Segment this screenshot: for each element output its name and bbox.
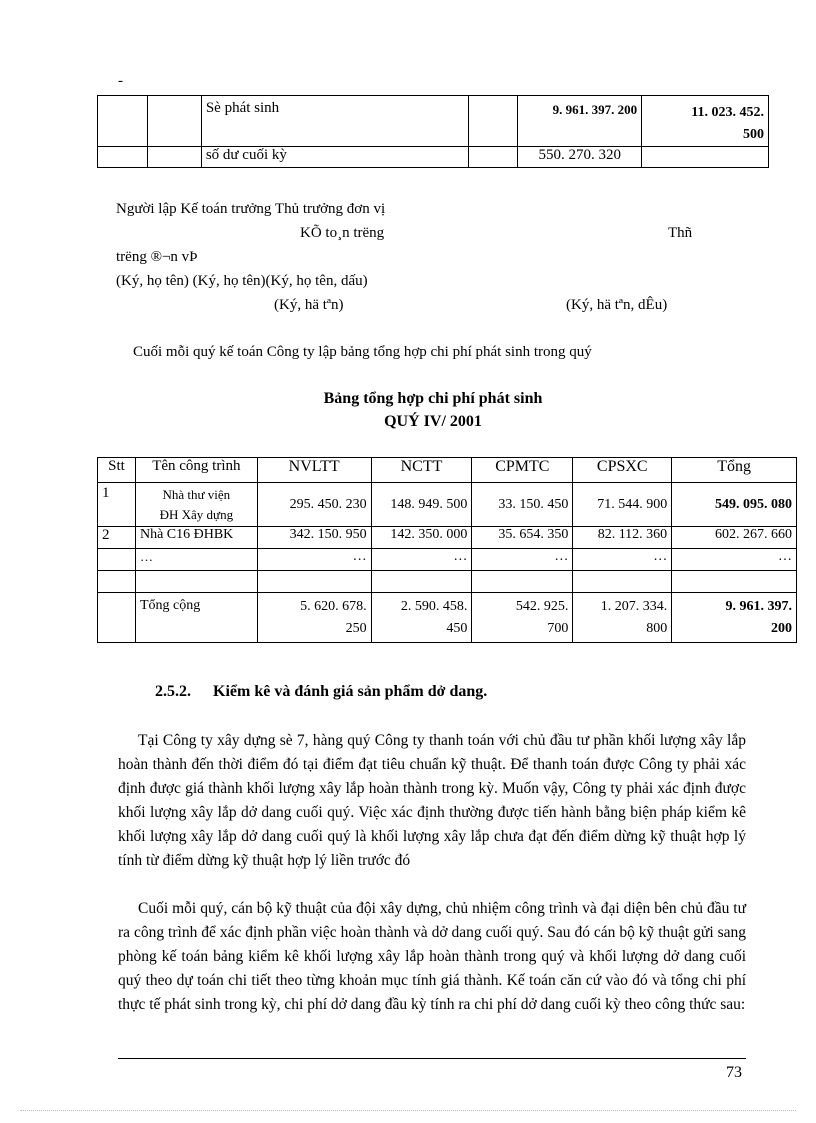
table-total-row bbox=[98, 593, 797, 643]
body-paragraph-2: Cuối mỗi quý, cán bộ kỹ thuật của đội xây dựng, chủ nhiệm công trình và đại diện bên chủ đầu tư ra công trình để xác định phần việc hoàn thành và dở dang cuối quý. Sau đó cán bộ kỹ thuật gửi sang phòng kế toán bảng kiểm kê khối lượng xây lắp hoàn thành trong quý và khối lượng dở dang cuối quý theo dự toán chi tiết theo từng khoản mục tính giá thành. Kế toán căn cứ vào đó và tổng chi phí thực tế phát sinh trong kỳ, chi phí dở dang đầu kỳ tính ra chi phí dở dang cuối kỳ theo công thức sau: bbox=[118, 900, 746, 1013]
cell-empty bbox=[573, 571, 672, 593]
cell-nctt bbox=[371, 593, 472, 643]
value-line: 1. 207. 334. bbox=[600, 599, 668, 614]
cost-summary-table bbox=[97, 457, 797, 643]
cell-total: 602. 267. 660 bbox=[672, 527, 797, 549]
header-cpmtc: CPMTC bbox=[472, 458, 573, 483]
cell-empty bbox=[672, 571, 797, 593]
intro-sentence: Cuối mỗi quý kế toán Công ty lập bảng tổng hợp chi phí phát sinh trong quý bbox=[133, 344, 592, 360]
table-cell-value bbox=[642, 96, 769, 147]
name-line: ĐH Xây dựng bbox=[159, 507, 234, 522]
table-cell bbox=[469, 96, 518, 147]
cell-project-name bbox=[135, 483, 257, 527]
cell-nvltt bbox=[257, 593, 371, 643]
signature-title-head: Thñ bbox=[668, 225, 693, 241]
value-line: 9. 961. 397. bbox=[725, 599, 792, 614]
table-subtitle: QUÝ IV/ 2001 bbox=[384, 413, 482, 430]
cell-cpsxc bbox=[573, 593, 672, 643]
cell-cpsxc: … bbox=[573, 549, 672, 571]
table-cell bbox=[642, 147, 769, 168]
table-row bbox=[98, 96, 769, 147]
cell-stt bbox=[98, 593, 136, 643]
value-line: 250 bbox=[345, 621, 367, 636]
cell-nvltt: 342. 150. 950 bbox=[257, 527, 371, 549]
table-title: Bảng tổng hợp chi phí phát sinh bbox=[323, 390, 543, 407]
section-number: 2.5.2. bbox=[155, 683, 191, 700]
table-header-row bbox=[98, 458, 797, 483]
cell-stt: 1 bbox=[98, 483, 136, 527]
cell-cpmtc bbox=[472, 593, 573, 643]
signature-line-1: Người lập Kế toán trưởng Thủ trưởng đơn vị bbox=[116, 201, 386, 217]
value-line: 2. 590. 458. bbox=[400, 599, 468, 614]
table-row bbox=[98, 549, 797, 571]
table-row bbox=[98, 147, 769, 168]
cell-stt: 2 bbox=[98, 527, 136, 549]
table-cell-value: 550. 270. 320 bbox=[518, 147, 642, 168]
signature-sign-line: (Ký, họ tên) (Ký, họ tên)(Ký, họ tên, dấu) bbox=[116, 273, 368, 289]
cell-empty bbox=[98, 571, 136, 593]
value-line: 542. 925. bbox=[515, 599, 569, 614]
value-line: 5. 620. 678. bbox=[300, 599, 367, 614]
signature-title-chief-accountant: KÕ to¸n trëng bbox=[300, 225, 385, 241]
header-project-name: Tên công trình bbox=[135, 458, 257, 483]
header-nctt: NCTT bbox=[371, 458, 472, 483]
table-row bbox=[98, 483, 797, 527]
cell-cpmtc: 35. 654. 350 bbox=[472, 527, 573, 549]
table-cell-label: Sè phát sinh bbox=[201, 96, 469, 147]
table-cell bbox=[469, 147, 518, 168]
cell-empty bbox=[472, 571, 573, 593]
cell-empty bbox=[371, 571, 472, 593]
signature-title-unit: trëng ®¬n vÞ bbox=[116, 249, 198, 265]
cell-cpmtc: … bbox=[472, 549, 573, 571]
cell-empty bbox=[135, 571, 257, 593]
body-paragraph-1: Tại Công ty xây dựng sè 7, hàng quý Công ty thanh toán với chủ đầu tư phần khối lượng xây lắp hoàn thành đến thời điểm đó tại điểm đạt tiêu chuẩn kỹ thuật. Để thanh toán được Công ty phải xác định được giá thành khối lượng xây lắp hoàn thành trong kỳ. Muốn vậy, Công ty phải xác định được khối lượng xây lắp dở dang cuối quý. Việc xác định thường được tiến hành bằng biện pháp kiểm kê khối lượng xây lắp dở dang cuối quý là khối lượng xây lắp chưa đạt đến điểm dừng kỹ thuật hợp lý tính từ điểm dừng kỹ thuật hợp lý liền trước đó bbox=[118, 732, 746, 869]
page-edge-dotted-line bbox=[20, 1110, 796, 1111]
header-stt: Stt bbox=[98, 458, 136, 483]
cell-stt bbox=[98, 549, 136, 571]
table-cell bbox=[98, 96, 148, 147]
cell-nvltt: 295. 450. 230 bbox=[257, 483, 371, 527]
signature-sign-name-seal: (Ký, hä tªn, dÊu) bbox=[566, 297, 668, 313]
signature-sign-name: (Ký, hä tªn) bbox=[274, 297, 344, 313]
cell-nctt: 148. 949. 500 bbox=[371, 483, 472, 527]
cell-total: … bbox=[672, 549, 797, 571]
value-line: 800 bbox=[646, 621, 668, 636]
cell-project-name: … bbox=[135, 549, 257, 571]
top-dash: - bbox=[118, 73, 123, 89]
cell-total bbox=[672, 593, 797, 643]
footer-divider bbox=[118, 1058, 746, 1059]
value-line: 700 bbox=[547, 621, 569, 636]
table-row bbox=[98, 527, 797, 549]
name-line: Nhà thư viện bbox=[162, 487, 231, 502]
header-total: Tổng bbox=[672, 458, 797, 483]
value-line: 450 bbox=[446, 621, 468, 636]
value-line: 500 bbox=[743, 127, 764, 142]
table-cell bbox=[147, 147, 201, 168]
header-cpsxc: CPSXC bbox=[573, 458, 672, 483]
cell-cpsxc: 71. 544. 900 bbox=[573, 483, 672, 527]
table-cell-value: 9. 961. 397. 200 bbox=[518, 96, 642, 147]
section-title: Kiểm kê và đánh giá sản phẩm dở dang. bbox=[213, 683, 488, 700]
value-line: 11. 023. 452. bbox=[691, 105, 764, 120]
value-line: 200 bbox=[771, 621, 792, 636]
cell-cpsxc: 82. 112. 360 bbox=[573, 527, 672, 549]
table-cell bbox=[98, 147, 148, 168]
table-cell bbox=[147, 96, 201, 147]
cell-nvltt: … bbox=[257, 549, 371, 571]
cell-total: 549. 095. 080 bbox=[672, 483, 797, 527]
cell-total-label: Tổng cộng bbox=[135, 593, 257, 643]
cell-cpmtc: 33. 150. 450 bbox=[472, 483, 573, 527]
header-nvltt: NVLTT bbox=[257, 458, 371, 483]
cell-nctt: … bbox=[371, 549, 472, 571]
table-row bbox=[98, 571, 797, 593]
top-ledger-table bbox=[97, 95, 769, 168]
cell-nctt: 142. 350. 000 bbox=[371, 527, 472, 549]
cell-project-name: Nhà C16 ĐHBK bbox=[135, 527, 257, 549]
page-number: 73 bbox=[726, 1064, 742, 1081]
cell-empty bbox=[257, 571, 371, 593]
table-cell-label: số dư cuối kỳ bbox=[201, 147, 469, 168]
